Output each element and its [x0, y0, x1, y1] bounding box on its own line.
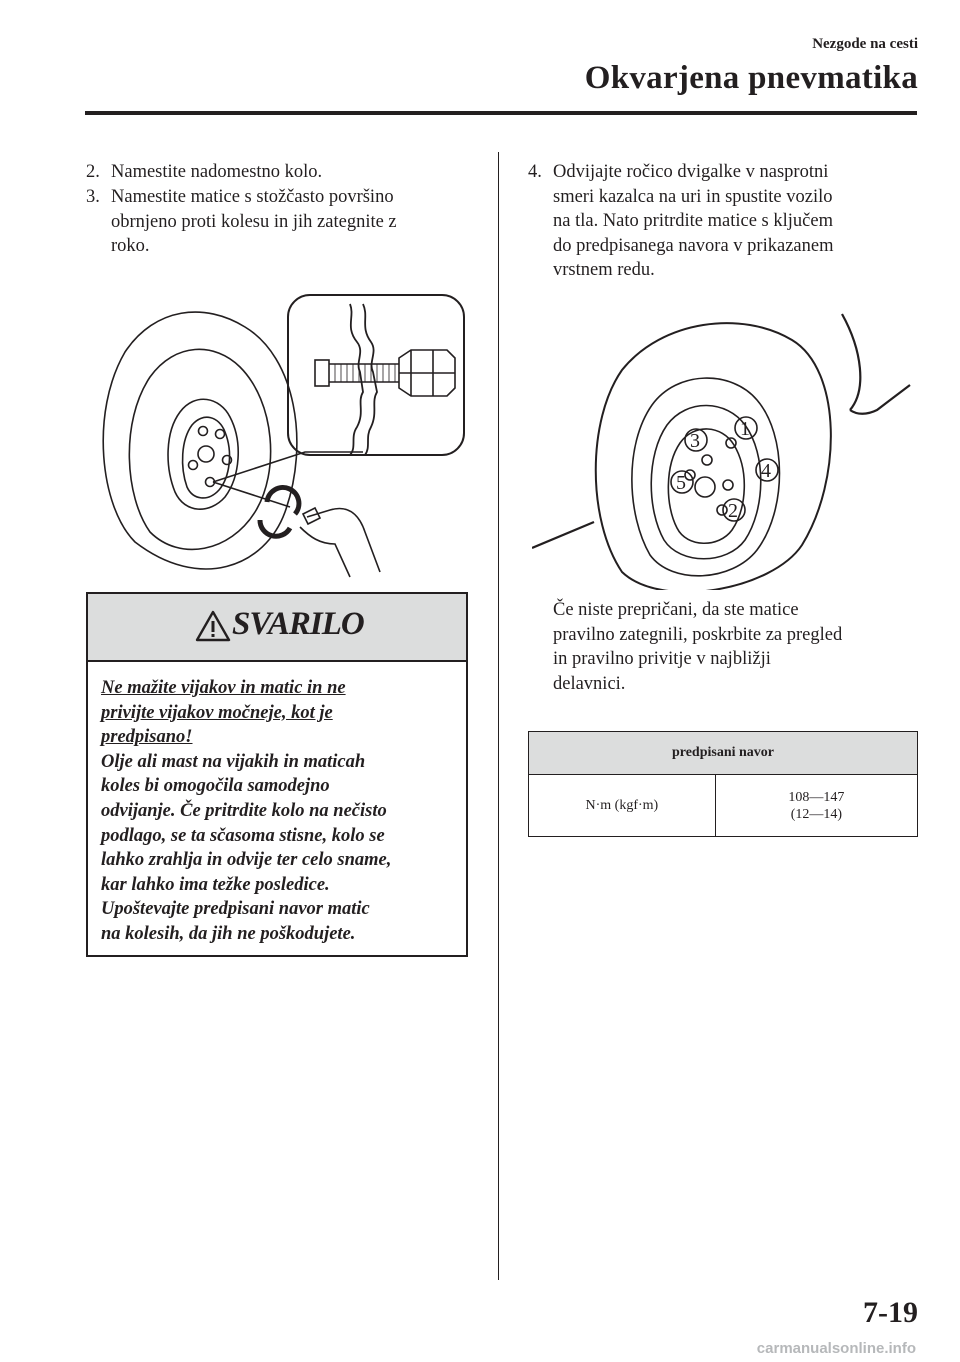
- step-text: Namestite matice s stožčasto površino obrnjeno proti kolesu in jih zategnite z roko.: [111, 187, 397, 257]
- step-2: [86, 160, 486, 185]
- sequence-label-5: 5: [676, 472, 686, 494]
- step-4: [528, 160, 918, 283]
- warning-title: SVARILO: [232, 606, 364, 642]
- header-rule: [85, 111, 917, 115]
- table-row: [529, 775, 918, 837]
- note-text: Če niste prepričani, da ste matice pravilno zategnili, poskrbite za pregled in pravilno privitje v najbližji delavnici.: [553, 600, 843, 694]
- section-label: Nezgode na cesti: [812, 36, 918, 52]
- step-text: Namestite nadomestno kolo.: [111, 162, 323, 182]
- warning-header: [88, 594, 466, 662]
- warning-triangle-icon: [195, 610, 231, 642]
- warning-emphasis: Ne mažite vijakov in matic in ne privijte vijakov močneje, kot je predpisano!: [101, 678, 346, 748]
- sequence-label-3: 3: [690, 430, 700, 452]
- chapter-title: Okvarjena pnevmatika: [584, 60, 918, 96]
- step-text: Odvijajte ročico dvigalke v nasprotni smeri kazalca na uri in spustite vozilo na tla. Nato pritrdite matice s ključem do predpisanega navora v prikazanem vrstnem redu.: [553, 162, 834, 281]
- warning-text: Olje ali mast na vijakih in maticah koles bi omogočila samodejno odvijanje. Če pritrdite kolo na nečisto podlago, se ta sčasoma stisne, kolo se lahko zrahlja in odvije ter celo sname, kar lahko ima težke posledice. Upoštevajte predpisani navor matic na kolesih, da jih ne poškodujete.: [101, 751, 392, 944]
- torque-unit: N·m (kgf·m): [529, 775, 716, 837]
- sequence-label-1: 1: [740, 418, 750, 440]
- step-number: 3.: [86, 187, 100, 207]
- column-divider: [498, 152, 499, 1280]
- step-3: [86, 185, 486, 259]
- table-header: predpisani navor: [529, 732, 918, 775]
- torque-table: [528, 731, 918, 837]
- lug-nut-2: [717, 505, 727, 515]
- sequence-label-4: 4: [761, 460, 771, 482]
- tightening-sequence-illustration: [532, 310, 917, 590]
- lug-nut-4: [723, 480, 733, 490]
- step-number: 2.: [86, 162, 100, 182]
- wheel-nut-illustration: [95, 292, 475, 587]
- lug-nut-3: [702, 455, 712, 465]
- page-number: 7-19: [863, 1296, 918, 1329]
- torque-value: 108—147 (12—14): [715, 775, 917, 837]
- warning-body: [88, 662, 466, 947]
- sequence-label-2: 2: [728, 500, 738, 522]
- step-number: 4.: [528, 162, 542, 182]
- warning-box: [86, 592, 468, 957]
- watermark: carmanualsonline.info: [756, 1340, 916, 1357]
